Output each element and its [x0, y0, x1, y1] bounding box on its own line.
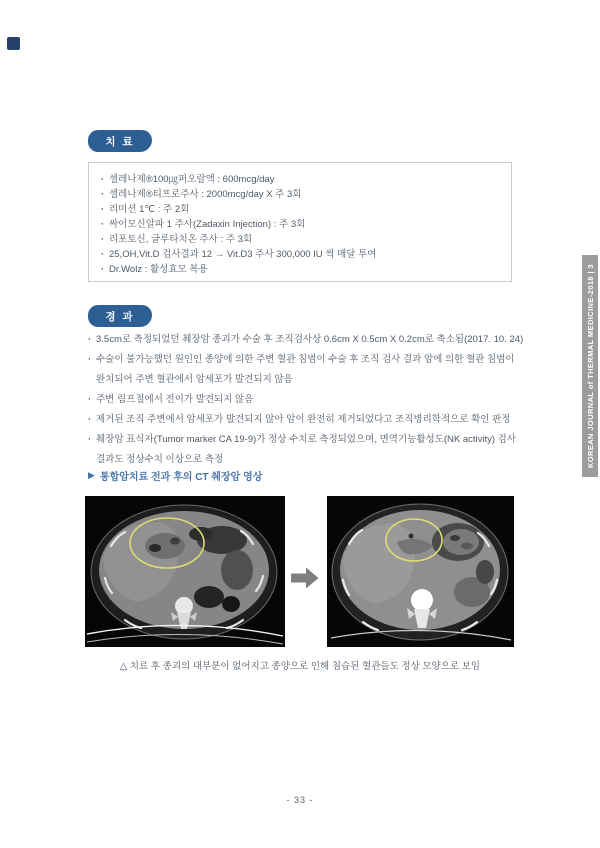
progress-item-text: 주변 림프절에서 전이가 발견되지 않음	[96, 394, 254, 405]
progress-item-text: 제거된 조직 주변에서 암세포가 발견되지 않아 암이 완전히 제거되었다고 조직병리학적으로 확인 판정	[96, 414, 511, 425]
treatment-item	[101, 187, 499, 202]
bullet-dot-icon	[101, 247, 109, 262]
treatment-list-box	[88, 162, 512, 282]
treatment-item-text: 셀레나제®100㎍퍼오랄액 : 600mcg/day	[109, 174, 275, 185]
bullet-dot-icon	[101, 187, 109, 202]
bullet-dot-icon	[88, 350, 96, 390]
bullet-dot-icon	[88, 330, 96, 350]
treatment-item-text: 25,OH,Vit.D 검사결과 12 → Vit.D3 주사 300,000 IU 씩 매달 투여	[109, 249, 377, 260]
triangle-right-icon: ▶	[88, 470, 95, 480]
treatment-item	[101, 262, 499, 277]
ct-scan-post-graphic	[327, 496, 514, 647]
progress-badge-label: 경 과	[105, 310, 135, 323]
bullet-dot-icon	[101, 172, 109, 187]
treatment-item-text: 리미션 1℃ : 주 2회	[109, 204, 190, 215]
ct-section-title	[88, 468, 262, 483]
progress-item-text: 췌장암 표식자(Tumor marker CA 19-9)가 정상 수치로 측정되었으며, 면역기능활성도(NK activity) 검사 결과도 정상수치 이상으로 측정	[96, 434, 517, 465]
progress-section-badge	[88, 305, 152, 327]
journal-sidebar-band	[582, 255, 598, 477]
treatment-item	[101, 247, 499, 262]
treatment-item-text: 리포토신, 글루타치온 주사 : 주 3회	[109, 234, 253, 245]
treatment-section-badge	[88, 130, 152, 152]
bullet-dot-icon	[88, 430, 96, 470]
before-after-arrow-icon	[291, 567, 319, 589]
journal-sidebar-text: KOREAN JOURNAL of THERMAL MEDICINE-2018 | 3	[585, 263, 595, 469]
treatment-item	[101, 232, 499, 247]
ct-section-title-text: 통합암치료 전과 후의 CT 췌장암 영상	[99, 472, 263, 483]
progress-item	[88, 390, 524, 410]
bullet-dot-icon	[101, 202, 109, 217]
bullet-dot-icon	[101, 262, 109, 277]
ct-image-pre-treatment	[85, 496, 285, 647]
treatment-item	[101, 172, 499, 187]
progress-item	[88, 330, 524, 350]
progress-item-text: 3.5cm로 측정되었던 췌장암 종괴가 수술 후 조직검사상 0.6cm X 0.5cm X 0.2cm로 축소됨(2017. 10. 24)	[96, 334, 524, 345]
treatment-item	[101, 217, 499, 232]
progress-item-text: 수술이 불가능했던 원인인 종양에 의한 주변 혈관 침범이 수술 후 조직 검사 결과 암에 의한 혈관 침범이 완치되어 주변 혈관에서 암세포가 발견되지 않음	[96, 354, 515, 385]
treatment-item-text: 싸이모신알파 1 주사(Zadaxin Injection) : 주 3회	[109, 219, 306, 230]
page-number: - 33 -	[286, 795, 314, 805]
progress-list	[88, 330, 524, 470]
treatment-item-text: Dr.Wolz : 활성효모 복용	[109, 264, 208, 275]
bullet-dot-icon	[88, 390, 96, 410]
progress-item	[88, 410, 524, 430]
ct-image-post-treatment	[327, 496, 514, 647]
treatment-item-text: 셀레나제®티프로주사 : 2000mcg/day X 주 3회	[109, 189, 302, 200]
bullet-dot-icon	[101, 217, 109, 232]
progress-item	[88, 350, 524, 390]
treatment-item	[101, 202, 499, 217]
treatment-badge-label: 치 료	[105, 135, 135, 148]
ct-scan-pre-graphic	[85, 496, 285, 647]
bullet-dot-icon	[88, 410, 96, 430]
bullet-dot-icon	[101, 232, 109, 247]
ct-caption: △ 치료 후 종괴의 대부분이 없어지고 종양으로 인해 침습된 혈관들도 정상 모양으로 보임	[119, 661, 481, 672]
corner-decoration	[7, 37, 20, 50]
progress-item	[88, 430, 524, 470]
